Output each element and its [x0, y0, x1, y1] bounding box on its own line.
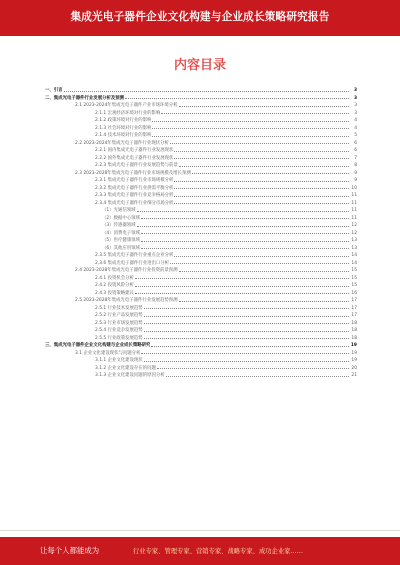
- toc-entry[interactable]: [45, 206, 357, 213]
- toc-leader-dots: [141, 353, 349, 354]
- toc-leader-dots: [161, 113, 349, 114]
- toc-leader-dots: [192, 173, 349, 174]
- toc-leader-dots: [174, 196, 349, 197]
- toc-entry[interactable]: [45, 199, 357, 206]
- toc-entry[interactable]: [45, 124, 357, 131]
- toc-entry[interactable]: [45, 281, 357, 288]
- toc-leader-dots: [166, 376, 349, 377]
- toc-entry[interactable]: [45, 259, 357, 266]
- footer-divider: [0, 530, 400, 531]
- toc-entry-label: 2.1.1 宏观经济环境对行业的影响: [95, 110, 161, 116]
- toc-leader-dots: [141, 218, 349, 219]
- toc-entry-page: 19: [351, 350, 357, 356]
- toc-entry-page: 17: [351, 305, 357, 311]
- toc-entry-page: 8: [354, 163, 357, 168]
- toc-entry-label: （5）医疗健康领域: [102, 238, 140, 243]
- toc-leader-dots: [125, 98, 349, 99]
- toc-entry-label: 3.1.2 企业文化建设存在的问题: [95, 365, 156, 371]
- toc-entry-label: 2.3.3 集成光电子器件行业竞争格局分析: [95, 193, 174, 198]
- toc-entry[interactable]: [45, 139, 357, 146]
- toc-entry-label: 2.5.1 行业技术发展趋势: [95, 305, 143, 311]
- toc-entry[interactable]: [45, 214, 357, 221]
- toc-entry-label: 2.3.4 集成光电子器件行业细分市场分析: [95, 200, 174, 206]
- toc-entry-label: 2.5.2 行业产品发展趋势: [95, 313, 143, 318]
- toc-entry[interactable]: [45, 101, 357, 108]
- toc-leader-dots: [157, 368, 349, 369]
- toc-entry-page: 11: [351, 215, 357, 221]
- toc-entry-page: 5: [354, 133, 357, 138]
- toc-leader-dots: [174, 188, 349, 189]
- toc-entry-page: 9: [354, 178, 357, 183]
- toc-entry-page: 10: [351, 185, 357, 191]
- toc-entry-page: 19: [350, 343, 357, 348]
- toc-leader-dots: [174, 181, 349, 182]
- page-footer: [0, 537, 400, 565]
- toc-leader-dots: [174, 158, 349, 159]
- toc-entry-label: 3.1.1 企业文化建设现状: [95, 358, 143, 363]
- toc-entry[interactable]: [45, 176, 357, 183]
- toc-entry-page: 14: [351, 260, 357, 266]
- toc-leader-dots: [137, 211, 349, 212]
- toc-entry-label: 2.5.4 行业竞争发展趋势: [95, 328, 143, 333]
- toc-entry-label: 2.4.1 投资机会分析: [95, 275, 134, 281]
- toc-entry-page: 15: [351, 283, 357, 288]
- toc-entry-page: 14: [351, 253, 357, 258]
- toc-entry-label: （1）光通信领域: [102, 208, 136, 213]
- toc-entry[interactable]: [45, 356, 357, 363]
- toc-entry[interactable]: [45, 334, 357, 341]
- toc-entry-label: 2.2 2023-2024年集成光电子器件行业现状分析: [75, 140, 169, 146]
- toc-entry-page: 13: [351, 245, 357, 251]
- toc-entry-page: 11: [351, 193, 357, 198]
- toc-entry-label: 2.5.5 行业政策发展趋势: [95, 335, 143, 341]
- toc-entry[interactable]: [45, 266, 357, 273]
- toc-entry-page: 9: [354, 170, 357, 176]
- toc-entry[interactable]: [45, 161, 357, 168]
- toc-leader-dots: [141, 241, 349, 242]
- toc-entry-page: 6: [354, 148, 357, 153]
- toc-entry-page: 21: [351, 373, 357, 378]
- toc-entry-page: 13: [351, 238, 357, 243]
- toc-entry-label: 2.5.3 行业市场发展趋势: [95, 320, 143, 326]
- toc-entry-page: 18: [351, 320, 357, 326]
- toc-entry-label: 2.1.4 技术环境对行业的影响: [95, 133, 152, 138]
- toc-leader-dots: [174, 256, 349, 257]
- toc-entry-page: 7: [354, 155, 357, 161]
- toc-leader-dots: [144, 338, 349, 339]
- toc-entry[interactable]: [45, 341, 357, 348]
- toc-entry[interactable]: [45, 319, 357, 326]
- toc-leader-dots: [64, 91, 349, 92]
- toc-entry[interactable]: [45, 169, 357, 176]
- toc-entry-page: 20: [351, 365, 357, 371]
- toc-entry-page: 17: [351, 298, 357, 303]
- toc-entry-page: 16: [351, 290, 357, 296]
- toc-leader-dots: [144, 308, 349, 309]
- toc-entry[interactable]: [45, 364, 357, 371]
- toc-entry-page: 15: [351, 275, 357, 281]
- toc-entry-page: 12: [351, 230, 357, 236]
- toc-leader-dots: [135, 293, 349, 294]
- toc-leader-dots: [135, 286, 349, 287]
- page-header: [0, 0, 400, 36]
- toc-entry-page: 17: [351, 313, 357, 318]
- toc-entry[interactable]: [45, 146, 357, 153]
- toc-entry-label: 2.2.2 国外集成光电子器件行业发展现状: [95, 155, 174, 161]
- toc-entry-label: （2）数据中心领域: [102, 215, 140, 221]
- toc-entry-label: 2.3.6 集成光电子器件行业进出口分析: [95, 260, 170, 266]
- toc-leader-dots: [179, 301, 349, 302]
- toc-entry-page: 3: [353, 95, 357, 101]
- toc-entry-page: 6: [354, 140, 357, 146]
- toc-entry[interactable]: [45, 304, 357, 311]
- toc-entry[interactable]: [45, 296, 357, 303]
- toc-entry-page: 11: [351, 208, 357, 213]
- toc-entry-label: 2.5 2023-2028年集成光电子器件行业发展趋势预测: [75, 298, 178, 303]
- toc-leader-dots: [135, 278, 349, 279]
- toc-leader-dots: [152, 136, 349, 137]
- toc-entry[interactable]: [45, 349, 357, 356]
- toc-entry[interactable]: [45, 131, 357, 138]
- toc-entry-label: 3.1.3 企业文化建设问题的原因分析: [95, 373, 165, 378]
- toc-entry-label: （3）传感器领域: [102, 223, 136, 228]
- toc-leader-dots: [144, 316, 349, 317]
- toc-entry-label: 三、集成光电子器件企业文化构建与企业成长策略研究: [45, 343, 151, 348]
- toc-entry[interactable]: [45, 311, 357, 318]
- toc-entry-label: 二、集成光电子器件行业发展分析及预测: [45, 95, 125, 101]
- toc-entry-label: 2.4.3 投资策略建议: [95, 290, 134, 296]
- toc-entry[interactable]: [45, 94, 357, 101]
- toc-entry[interactable]: [45, 221, 357, 228]
- toc-entry[interactable]: [45, 274, 357, 281]
- toc-entry-label: 2.3.1 集成光电子器件行业市场规模分析: [95, 178, 174, 183]
- toc-entry-label: 2.1.2 政策环境对行业的影响: [95, 118, 152, 123]
- toc-entry-label: 2.2.3 集成光电子器件行业发展趋势与前景: [95, 163, 178, 168]
- toc-entry-label: 2.3.2 集成光电子器件行业供需平衡分析: [95, 185, 174, 191]
- toc-entry-page: 3: [354, 103, 357, 108]
- toc-entry-label: 2.1.3 社会环境对行业的影响: [95, 125, 152, 131]
- toc-entry-page: 3: [353, 88, 357, 93]
- toc-entry-page: 4: [354, 118, 357, 123]
- footer-slogan: 让每个人都能成为: [40, 546, 100, 555]
- toc-entry-label: 一、引言: [45, 88, 63, 93]
- toc-entry-label: （6）其他应用领域: [102, 245, 140, 251]
- toc-entry[interactable]: [45, 371, 357, 378]
- toc-entry-label: 2.4 2023-2028年集成光电子器件行业投资前景预测: [75, 268, 178, 273]
- toc-entry[interactable]: [45, 184, 357, 191]
- toc-entry-page: 15: [351, 268, 357, 273]
- toc-entry[interactable]: [45, 326, 357, 333]
- toc-entry-label: 3.1 企业文化建设现状与问题分析: [75, 350, 141, 356]
- toc-entry[interactable]: [45, 154, 357, 161]
- toc-leader-dots: [174, 151, 349, 152]
- toc-leader-dots: [170, 263, 349, 264]
- toc-leader-dots: [151, 346, 349, 347]
- toc-entry[interactable]: [45, 86, 357, 93]
- toc-entry-page: 19: [351, 358, 357, 363]
- toc-title: 内容目录: [173, 58, 226, 73]
- toc-entry-label: 2.1 2023-2024年集成光电子器件产业市场环境分析: [75, 103, 178, 108]
- toc-leader-dots: [152, 128, 349, 129]
- toc-leader-dots: [144, 361, 349, 362]
- toc-entry[interactable]: [45, 109, 357, 116]
- toc-entry[interactable]: [45, 116, 357, 123]
- toc-entry-page: 12: [351, 223, 357, 228]
- toc-leader-dots: [141, 233, 349, 234]
- toc-leader-dots: [144, 331, 349, 332]
- toc-entry[interactable]: [45, 244, 357, 251]
- toc-leader-dots: [141, 248, 349, 249]
- toc-entry-label: 2.4.2 投资风险分析: [95, 283, 134, 288]
- toc-entry[interactable]: [45, 289, 357, 296]
- toc-entry-page: 4: [354, 125, 357, 131]
- toc-entry-page: 18: [351, 335, 357, 341]
- toc-leader-dots: [137, 226, 349, 227]
- toc-entry[interactable]: [45, 229, 357, 236]
- toc-entry-page: 3: [354, 110, 357, 116]
- toc-leader-dots: [179, 271, 349, 272]
- toc-entry-label: （4）消费电子领域: [102, 230, 140, 236]
- footer-roles: 行业专家、管理专家、营销专家、战略专家、成功企业家……: [133, 548, 304, 555]
- toc-entry-page: 18: [351, 328, 357, 333]
- toc-leader-dots: [144, 323, 349, 324]
- toc-leader-dots: [152, 121, 349, 122]
- toc-entry-page: 11: [351, 200, 357, 206]
- toc-entry[interactable]: [45, 236, 357, 243]
- toc-entry-label: 2.2.1 国内集成光电子器件行业发展现状: [95, 148, 174, 153]
- toc-entry-label: 2.3.5 集成光电子器件行业重点企业分析: [95, 253, 174, 258]
- toc-entry-label: 2.3 2023-2028年集成光电子器件行业市场规模及增长预测: [75, 170, 191, 176]
- toc-entry[interactable]: [45, 251, 357, 258]
- toc-leader-dots: [174, 203, 349, 204]
- toc-leader-dots: [179, 106, 349, 107]
- toc-leader-dots: [179, 166, 349, 167]
- toc-entry[interactable]: [45, 191, 357, 198]
- report-title: 集成光电子器件企业文化构建与企业成长策略研究报告: [70, 11, 330, 23]
- toc-leader-dots: [170, 143, 349, 144]
